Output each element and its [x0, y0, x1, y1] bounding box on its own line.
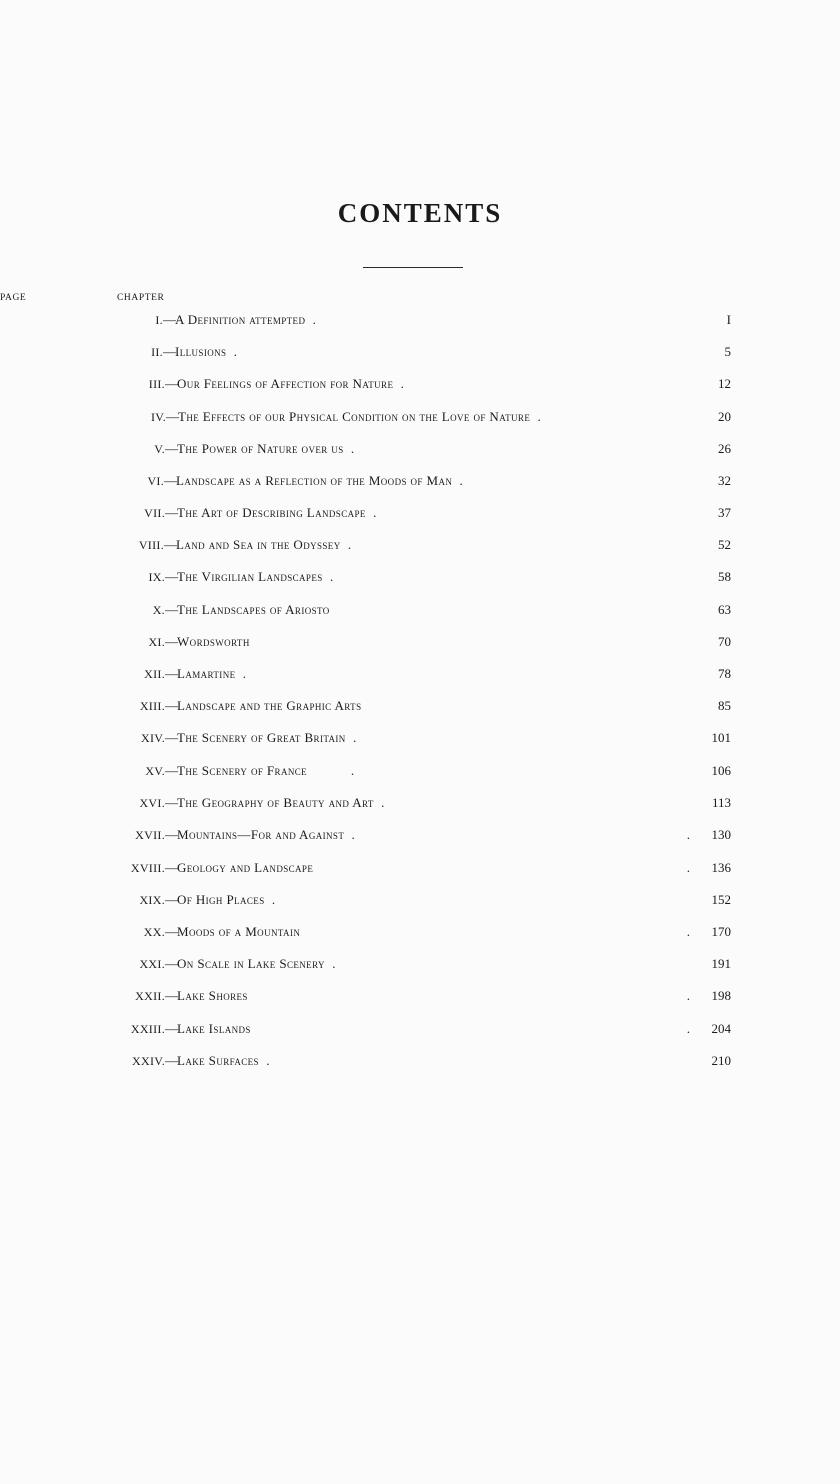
- toc-entry: [0, 921, 840, 943]
- title-trailing-dot: .: [343, 441, 355, 456]
- toc-entry: [0, 470, 840, 492]
- chapter-number: XIII.: [139, 699, 165, 713]
- page-number: 113: [711, 795, 731, 810]
- title-trailing-dot: .: [373, 795, 385, 810]
- chapter-title-text: The Art of Describing Landscape: [177, 505, 366, 520]
- page-number: 37: [718, 505, 731, 520]
- chapter-title: [165, 631, 250, 653]
- chapter-number: XI.: [148, 635, 165, 649]
- toc-entry: [0, 727, 840, 749]
- chapter-title: [165, 1050, 270, 1072]
- page-number: 101: [711, 730, 731, 745]
- title-trailing-dot: .: [344, 827, 356, 842]
- leader-dot: .: [686, 860, 690, 875]
- chapter-title-text: Illusions: [175, 344, 227, 359]
- em-dash: —: [166, 409, 178, 424]
- chapter-title: [165, 1018, 251, 1040]
- page-number: 85: [718, 698, 731, 713]
- chapter-number: VIII.: [138, 538, 164, 552]
- title-trailing-dot: .: [235, 666, 247, 681]
- chapter-number: XXI.: [139, 957, 165, 971]
- em-dash: —: [165, 860, 177, 875]
- page-number: 12: [718, 376, 731, 391]
- chapter-title-text: Mountains—For and Against: [177, 827, 345, 842]
- chapter-title: [163, 341, 237, 363]
- chapter-title-text: Geology and Landscape: [177, 860, 314, 875]
- toc-entry: [0, 599, 840, 621]
- chapter-title-text: The Landscapes of Ariosto: [177, 602, 330, 617]
- chapter-number: XVIII.: [130, 861, 165, 875]
- title-trailing-dot: .: [452, 473, 464, 488]
- chapter-number: I.: [155, 313, 163, 327]
- page-number: 63: [718, 602, 731, 617]
- chapter-title: [165, 760, 355, 782]
- title-trailing-dot: .: [340, 537, 352, 552]
- title-trailing-dot: .: [322, 569, 334, 584]
- chapter-title-text: Lake Surfaces: [177, 1053, 259, 1068]
- title-divider: [363, 267, 463, 268]
- chapter-number: XV.: [145, 764, 165, 778]
- page-number: 5: [724, 344, 731, 359]
- page-number: 58: [718, 569, 731, 584]
- toc-entry: [0, 631, 840, 653]
- chapter-title-text: Lake Shores: [177, 988, 248, 1003]
- em-dash: —: [165, 763, 177, 778]
- title-trailing-dot: .: [307, 763, 355, 778]
- toc-entry: [0, 889, 840, 911]
- toc-entry: [0, 534, 840, 556]
- chapter-number: II.: [151, 345, 163, 359]
- chapter-title: [165, 502, 377, 524]
- chapter-title-text: Wordsworth: [177, 634, 250, 649]
- toc-entry: [0, 438, 840, 460]
- chapter-title: [164, 470, 463, 492]
- chapter-title: [165, 566, 334, 588]
- chapter-title: [165, 792, 385, 814]
- em-dash: —: [165, 795, 177, 810]
- title-trailing-dot: .: [393, 376, 405, 391]
- em-dash: —: [165, 892, 177, 907]
- title-trailing-dot: .: [258, 1053, 270, 1068]
- leader-dot: .: [686, 1021, 690, 1036]
- toc-entry: [0, 985, 840, 1007]
- em-dash: —: [165, 1021, 177, 1036]
- toc-entry: [0, 695, 840, 717]
- chapter-title: [165, 695, 361, 717]
- chapter-title: [166, 406, 541, 428]
- chapter-title-text: Our Feelings of Affection for Nature: [177, 376, 394, 391]
- chapter-number: X.: [152, 603, 165, 617]
- em-dash: —: [165, 924, 177, 939]
- chapter-title: [165, 953, 336, 975]
- chapter-title-text: The Virgilian Landscapes: [177, 569, 323, 584]
- chapter-title: [165, 824, 355, 846]
- chapter-title: [165, 985, 248, 1007]
- chapter-title-text: The Effects of our Physical Condition on the Love of Nature: [178, 409, 531, 424]
- toc-entry: [0, 406, 840, 428]
- chapter-number: XII.: [144, 667, 165, 681]
- chapter-number: XIX.: [139, 893, 165, 907]
- chapter-number: V.: [154, 442, 165, 456]
- toc-entry: [0, 857, 840, 879]
- page-number: 204: [711, 1021, 731, 1036]
- title-trailing-dot: .: [345, 730, 357, 745]
- em-dash: —: [165, 441, 177, 456]
- chapter-title: [165, 921, 300, 943]
- toc-entry: [0, 566, 840, 588]
- page-number: 191: [711, 956, 731, 971]
- chapter-number: VI.: [147, 474, 164, 488]
- em-dash: —: [165, 730, 177, 745]
- em-dash: —: [165, 569, 177, 584]
- toc-entry: [0, 309, 840, 331]
- chapter-title: [165, 889, 276, 911]
- toc-entry: [0, 663, 840, 685]
- chapter-title-text: The Scenery of Great Britain: [177, 730, 346, 745]
- em-dash: —: [165, 505, 177, 520]
- em-dash: —: [165, 634, 177, 649]
- leader-dot: .: [686, 988, 690, 1003]
- chapter-number: XXIII.: [130, 1022, 165, 1036]
- em-dash: —: [163, 344, 175, 359]
- toc-entry: [0, 341, 840, 363]
- toc-entry: [0, 760, 840, 782]
- page-title: CONTENTS: [337, 198, 503, 228]
- toc-entry: [0, 824, 840, 846]
- chapter-title-text: A Definition attempted: [175, 312, 306, 327]
- chapter-title: [165, 438, 355, 460]
- chapter-title-text: Moods of a Mountain: [177, 924, 301, 939]
- page-number: 152: [711, 892, 731, 907]
- page-number: 52: [718, 537, 731, 552]
- page-number: 106: [711, 763, 731, 778]
- page-number: 130: [711, 827, 731, 842]
- em-dash: —: [165, 1053, 177, 1068]
- chapter-title-text: Lake Islands: [177, 1021, 251, 1036]
- toc-entry: [0, 502, 840, 524]
- em-dash: —: [165, 376, 177, 391]
- title-trailing-dot: .: [264, 892, 276, 907]
- chapter-number: XVII.: [135, 828, 165, 842]
- chapter-title-text: Land and Sea in the Odyssey: [176, 537, 341, 552]
- em-dash: —: [165, 698, 177, 713]
- em-dash: —: [164, 537, 176, 552]
- em-dash: —: [165, 956, 177, 971]
- chapter-number: VII.: [144, 506, 165, 520]
- chapter-title: [165, 373, 404, 395]
- page-number: 70: [718, 634, 731, 649]
- title-trailing-dot: .: [305, 312, 317, 327]
- page-number: 20: [718, 409, 731, 424]
- em-dash: —: [164, 473, 176, 488]
- title-trailing-dot: .: [324, 956, 336, 971]
- em-dash: —: [165, 827, 177, 842]
- page-number: 136: [711, 860, 731, 875]
- title-trailing-dot: .: [226, 344, 238, 359]
- toc-entry: [0, 1018, 840, 1040]
- chapter-title: [165, 663, 246, 685]
- chapter-title-text: Landscape and the Graphic Arts: [177, 698, 362, 713]
- toc-entry: [0, 1050, 840, 1072]
- chapter-number: XVI.: [139, 796, 165, 810]
- chapter-number: IX.: [148, 570, 165, 584]
- chapter-title-text: The Power of Nature over us: [177, 441, 344, 456]
- chapter-number: IV.: [150, 410, 166, 424]
- chapter-title-text: The Geography of Beauty and Art: [177, 795, 374, 810]
- chapter-number: XXIV.: [132, 1054, 165, 1068]
- chapter-title: [165, 599, 330, 621]
- chapter-title-text: Landscape as a Reflection of the Moods of Man: [176, 473, 453, 488]
- toc-entry: [0, 953, 840, 975]
- chapter-title-text: Of High Places: [177, 892, 265, 907]
- chapter-number: XIV.: [141, 731, 165, 745]
- em-dash: —: [165, 988, 177, 1003]
- em-dash: —: [165, 666, 177, 681]
- page-number: I: [726, 312, 731, 327]
- title-trailing-dot: .: [365, 505, 377, 520]
- leader-dot: .: [686, 827, 690, 842]
- em-dash: —: [165, 602, 177, 617]
- toc-entry: [0, 373, 840, 395]
- chapter-title: [164, 534, 352, 556]
- page-number: 78: [718, 666, 731, 681]
- chapter-title: [163, 309, 316, 331]
- chapter-number: XX.: [143, 925, 165, 939]
- chapter-title: [165, 727, 357, 749]
- toc-entry: [0, 792, 840, 814]
- page-number: 32: [718, 473, 731, 488]
- chapter-title-text: On Scale in Lake Scenery: [177, 956, 325, 971]
- chapter-title: [165, 857, 313, 879]
- em-dash: —: [163, 312, 175, 327]
- page-number: 26: [718, 441, 731, 456]
- chapter-title-text: The Scenery of France: [177, 763, 308, 778]
- leader-dot: .: [686, 924, 690, 939]
- page-number: 170: [711, 924, 731, 939]
- page-number: 210: [711, 1053, 731, 1068]
- page-number: 198: [711, 988, 731, 1003]
- chapter-number: III.: [148, 377, 165, 391]
- chapter-column-header: CHAPTER: [117, 293, 165, 303]
- chapter-title-text: Lamartine: [177, 666, 236, 681]
- title-trailing-dot: .: [530, 409, 542, 424]
- chapter-number: XXII.: [135, 989, 165, 1003]
- page-column-header: PAGE: [0, 293, 27, 303]
